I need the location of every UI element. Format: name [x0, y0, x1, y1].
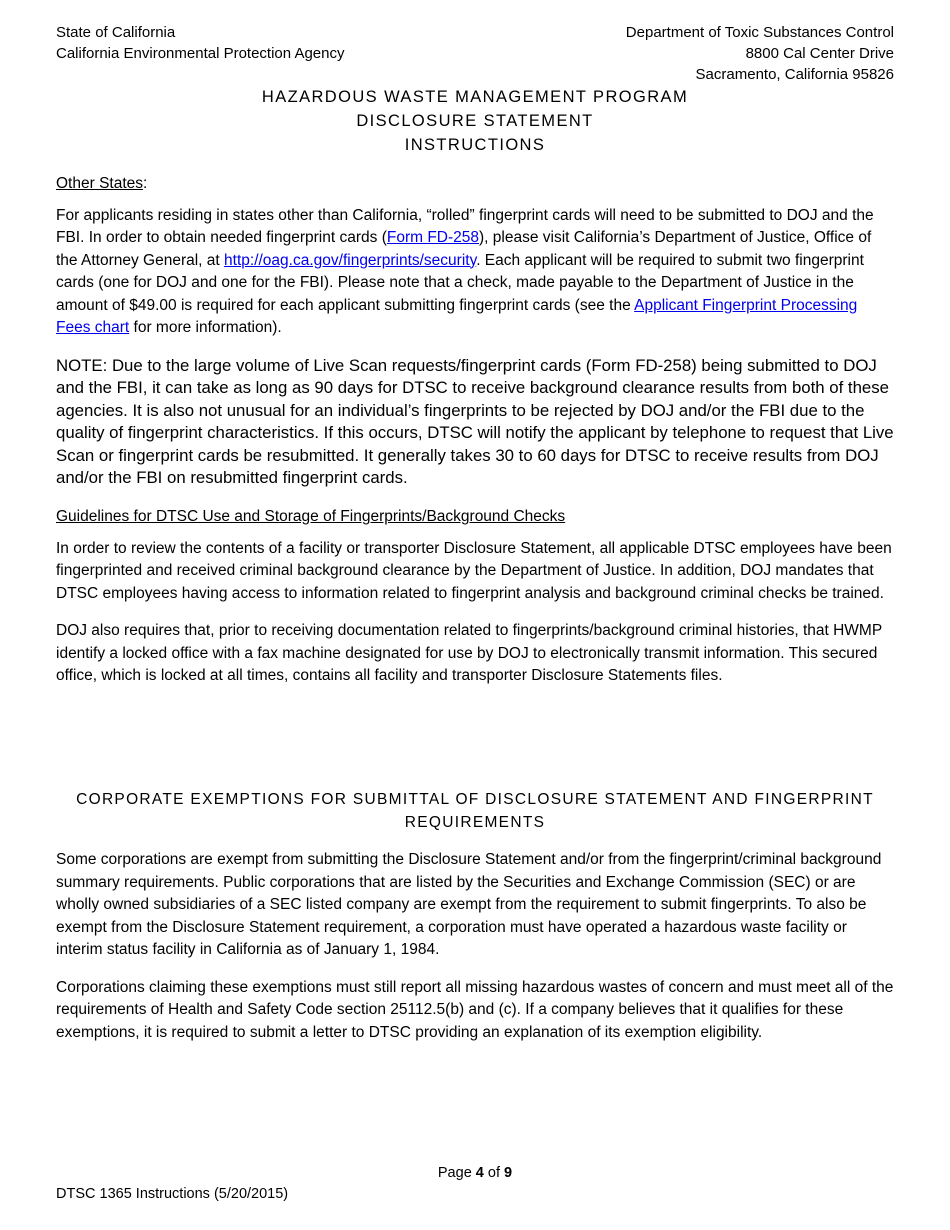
guidelines-section — [56, 506, 894, 688]
title-program: HAZARDOUS WASTE MANAGEMENT PROGRAM — [261, 88, 689, 106]
other-states-heading: Other States: — [56, 175, 148, 192]
guidelines-heading: Guidelines for DTSC Use and Storage of Fingerprints/Background Checks — [56, 508, 566, 525]
exemptions-section — [56, 849, 894, 1044]
fingerprint-note: NOTE: Due to the large volume of Live Scan requests/fingerprint cards (Form FD-258) being submitted to DOJ and the FBI, it can take as long as 90 days for DTSC to receive background clearance results from both of these agencies. It is also not unusual for an individual’s fingerprints to be rejected by DOJ and/or the FBI due to the quality of fingerprint characteristics. If this occurs, DTSC will notify the applicant by telephone to request that Live Scan or fingerprint cards be resubmitted. It generally takes 30 to 60 days for DTSC to receive results from DOJ and/or the FBI on resubmitted fingerprint cards. — [56, 355, 894, 488]
header-state: State of California — [56, 24, 176, 41]
exemptions-paragraph-2: Corporations claiming these exemptions must still report all missing hazardous wastes of concern and must meet all of the requirements of Health and Safety Code section 25112.5(b) and (c). If a company believes that it qualifies for these exemptions, it is required to submit a letter to DTSC providing an explanation of its exemption eligibility. — [56, 978, 894, 1041]
header-street: 8800 Cal Center Drive — [745, 45, 894, 62]
header-department: Department of Toxic Substances Control — [625, 24, 894, 41]
header-calepa: California Environmental Protection Agency — [56, 45, 345, 62]
guidelines-paragraph-2: DOJ also requires that, prior to receiving documentation related to fingerprints/background criminal histories, that HWMP identify a locked office with a fax machine designated for use by DOJ to electronically transmit information. This secured office, which is locked at all times, contains all facility and transporter Disclosure Statements files. — [56, 622, 882, 684]
document-title — [0, 85, 950, 157]
other-states-paragraph: For applicants residing in states other than California, “rolled” fingerprint cards will need to be submitted to DOJ and the FBI. In order to obtain needed fingerprint cards (Form FD-258), please visit California’s Department of Justice, Office of the Attorney General, at http://oag.ca.gov/fingerprints/security. Each applicant will be required to submit two fingerprint cards (one for DOJ and one for the FBI). Please note that a check, made payable to the Department of Justice in the amount of $49.00 is required for each applicant submitting fingerprint cards (see the Applicant Fingerprint Processing Fees chart for more information). — [56, 206, 874, 336]
header-agency — [56, 22, 345, 64]
header-address — [626, 22, 894, 85]
form-fd258-link[interactable]: Form FD-258 — [386, 229, 480, 246]
exemptions-title: CORPORATE EXEMPTIONS FOR SUBMITTAL OF DISCLOSURE STATEMENT AND FINGERPRINT REQUIREMENTS — [76, 791, 874, 831]
guidelines-paragraph-1: In order to review the contents of a facility or transporter Disclosure Statement, all applicable DTSC employees have been fingerprinted and received criminal background clearance by the Department of Justice. In addition, DOJ mandates that DTSC employees having access to information related to fingerprint analysis and background criminal checks be trained. — [56, 539, 892, 602]
form-identifier: DTSC 1365 Instructions (5/20/2015) — [56, 1186, 289, 1202]
page-number: Page 4 of 9 — [437, 1165, 513, 1181]
processing-fees-chart-link[interactable]: Applicant Fingerprint Processing Fees chart — [56, 296, 858, 336]
title-statement: DISCLOSURE STATEMENT — [356, 112, 594, 130]
title-instructions: INSTRUCTIONS — [404, 136, 546, 154]
fingerprints-security-link[interactable]: http://oag.ca.gov/fingerprints/security — [224, 251, 477, 269]
other-states-section — [56, 173, 894, 490]
header-city: Sacramento, California 95826 — [695, 66, 894, 83]
exemptions-paragraph-1: Some corporations are exempt from submitting the Disclosure Statement and/or from the fingerprint/criminal background summary requirements. Public corporations that are listed by the Securities and Exchange Commission (SEC) or are wholly owned subsidiaries of a SEC listed company are exempt from the requirement to submit fingerprints. To also be exempt from the Disclosure Statement requirement, a corporation must have operated a hazardous waste facility or interim status facility in California as of January 1, 1984. — [56, 851, 882, 958]
